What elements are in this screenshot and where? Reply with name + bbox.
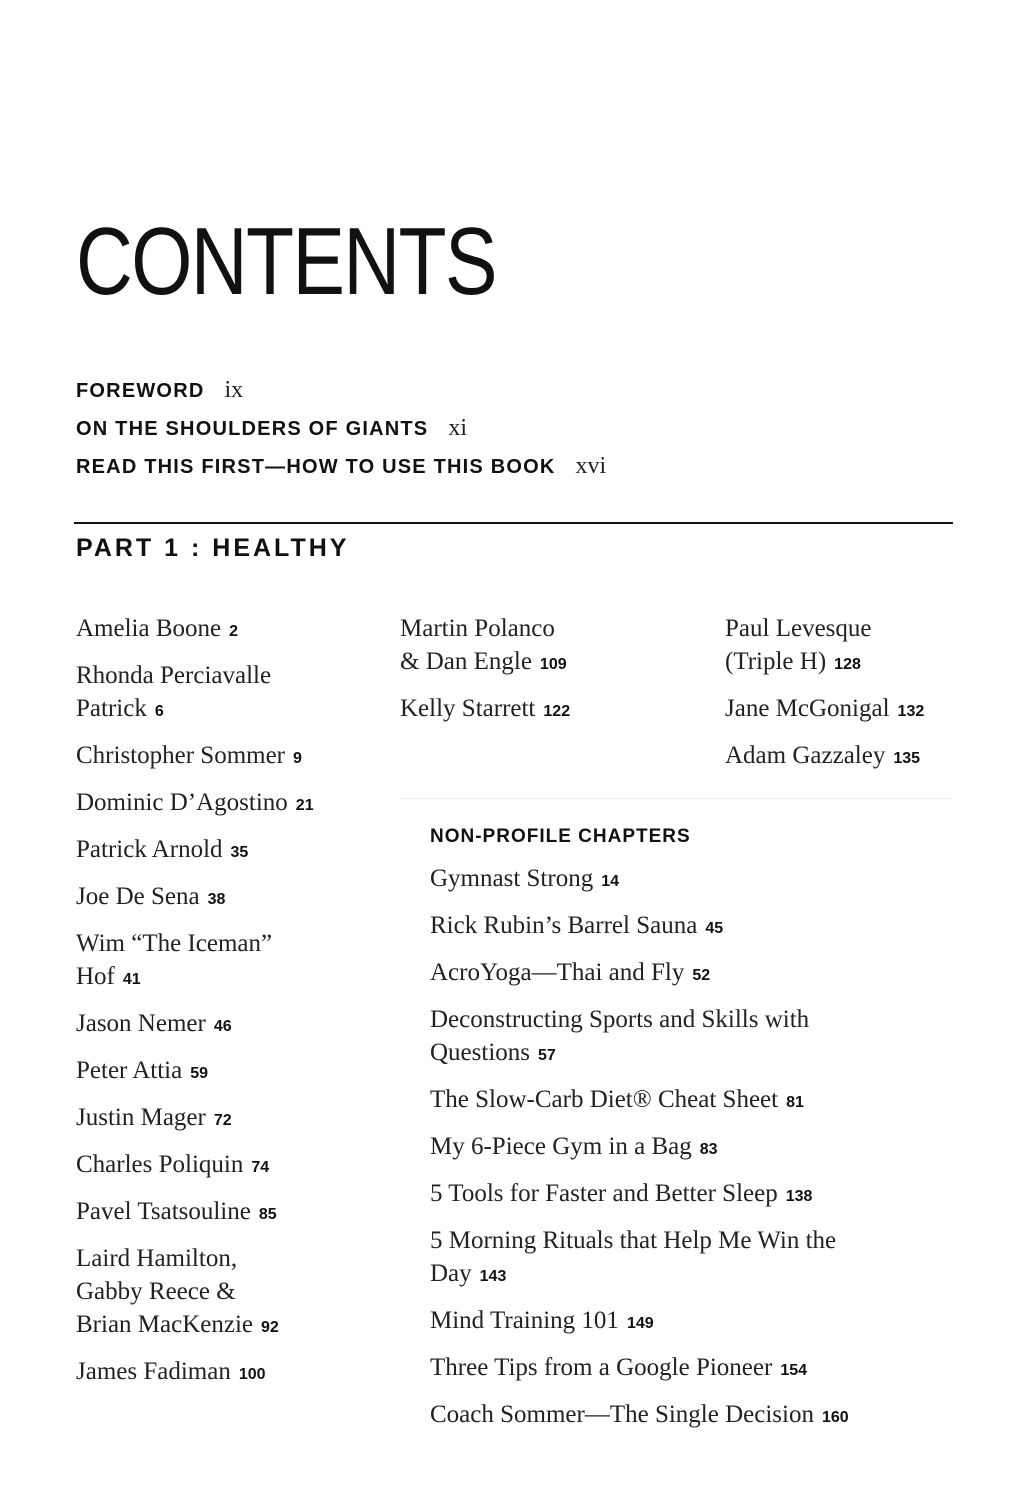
front-matter-label: FOREWORD [76,380,205,402]
toc-entry-title: Hof [76,963,115,990]
toc-entry-title: Gymnast Strong [430,865,594,892]
toc-entry-title: Paul Levesque [725,615,872,642]
toc-entry-title: & Dan Engle [400,648,532,675]
toc-entry-page: 100 [238,1366,266,1383]
toc-entry-title: Peter Attia [76,1057,183,1084]
toc-entry[interactable] [76,1101,376,1137]
toc-entry-page: 160 [821,1409,849,1426]
toc-entry-title: Adam Gazzaley [725,742,886,769]
part-divider [74,522,953,524]
toc-entry-page: 46 [213,1018,232,1035]
toc-entry-title: Mind Training 101 [430,1307,619,1334]
toc-entry-page: 41 [122,971,141,988]
toc-entry[interactable] [430,1130,990,1166]
toc-entry-page: 9 [293,750,302,767]
toc-entry[interactable] [76,1355,376,1391]
toc-entry[interactable] [76,833,376,869]
toc-entry-page: 135 [893,750,921,767]
toc-entry-title: Justin Mager [76,1104,206,1131]
toc-entry[interactable] [76,612,376,648]
toc-entry-title: Brian MacKenzie [76,1311,254,1338]
profile-column-2 [400,612,700,739]
front-matter-label: READ THIS FIRST—HOW TO USE THIS BOOK [76,456,556,478]
toc-entry[interactable] [430,1398,990,1434]
toc-entry[interactable] [76,739,376,775]
non-profile-heading: NON-PROFILE CHAPTERS [430,826,691,847]
toc-entry[interactable] [76,786,376,822]
toc-entry-page: 138 [785,1188,813,1205]
toc-entry-page: 52 [692,967,711,984]
toc-entry[interactable] [400,612,700,681]
toc-entry[interactable] [430,1083,990,1119]
toc-entry-page: 122 [543,703,571,720]
toc-entry-title: Rhonda Perciavalle [76,662,272,689]
toc-entry[interactable] [725,739,995,775]
toc-entry[interactable] [76,1054,376,1090]
toc-entry-page: 38 [207,891,226,908]
toc-entry-title: (Triple H) [725,648,827,675]
toc-entry-title: Rick Rubin’s Barrel Sauna [430,912,698,939]
toc-entry[interactable] [76,1195,376,1231]
toc-entry-page: 72 [213,1112,232,1129]
toc-entry[interactable] [430,1177,990,1213]
toc-entry[interactable] [430,862,990,898]
front-matter-item[interactable] [76,452,606,490]
toc-entry[interactable] [430,1351,990,1387]
toc-entry-title: Jane McGonigal [725,695,890,722]
toc-entry-title: Martin Polanco [400,615,555,642]
toc-entry-title: Gabby Reece & [76,1278,236,1305]
toc-entry-title: Amelia Boone [76,615,222,642]
toc-entry-title: Three Tips from a Google Pioneer [430,1354,773,1381]
toc-entry-title: 5 Tools for Faster and Better Sleep [430,1180,778,1207]
toc-entry-page: 85 [258,1206,277,1223]
toc-entry-page: 83 [699,1141,718,1158]
front-matter-label: ON THE SHOULDERS OF GIANTS [76,418,429,440]
toc-entry-title: AcroYoga—Thai and Fly [430,959,685,986]
toc-entry-page: 143 [479,1268,507,1285]
toc-entry-title: Pavel Tsatsouline [76,1198,251,1225]
toc-entry-title: Questions [430,1039,530,1066]
toc-entry-title: Jason Nemer [76,1010,206,1037]
toc-entry-page: 81 [786,1094,804,1111]
toc-entry-title: 5 Morning Rituals that Help Me Win the [430,1227,837,1254]
toc-entry-page: 154 [780,1362,808,1379]
part-heading: PART 1 : HEALTHY [76,534,350,562]
toc-entry-page: 14 [601,873,619,890]
toc-entry[interactable] [76,1007,376,1043]
toc-entry-title: Dominic D’Agostino [76,789,288,816]
toc-entry-title: The Slow-Carb Diet® Cheat Sheet [430,1086,779,1113]
toc-entry-page: 45 [705,920,724,937]
toc-entry-page: 109 [539,656,567,673]
toc-entry-title: Day [430,1260,472,1287]
toc-entry-page: 149 [626,1315,654,1332]
toc-entry-page: 128 [834,656,861,673]
toc-entry[interactable] [400,692,700,728]
toc-entry-page: 21 [295,797,314,814]
front-matter-page: ix [224,377,244,403]
toc-entry-title: James Fadiman [76,1358,231,1385]
toc-entry-page: 2 [229,623,239,640]
toc-entry-title: Joe De Sena [76,883,200,910]
section-divider [400,798,953,799]
toc-entry[interactable] [76,880,376,916]
toc-entry-title: My 6-Piece Gym in a Bag [430,1133,692,1160]
toc-entry-title: Coach Sommer—The Single Decision [430,1401,814,1428]
toc-entry[interactable] [430,1304,990,1340]
toc-entry-title: Charles Poliquin [76,1151,244,1178]
page-title: CONTENTS [76,208,496,315]
front-matter-item[interactable] [76,414,606,452]
profile-column-3 [725,612,995,786]
toc-entry-page: 57 [538,1047,556,1064]
toc-entry-page: 59 [190,1065,209,1082]
toc-entry-page: 74 [251,1159,270,1176]
toc-entry-title: Wim “The Iceman” [76,930,273,957]
toc-entry-page: 35 [230,844,249,861]
non-profile-list [430,862,990,1434]
toc-entry[interactable] [430,909,990,945]
toc-entry-title: Kelly Starrett [400,695,536,722]
front-matter-page: xvi [575,453,607,479]
toc-entry[interactable] [76,1148,376,1184]
toc-entry[interactable] [430,956,990,992]
toc-entry[interactable] [430,1224,990,1293]
toc-entry[interactable] [725,692,995,728]
toc-entry-title: Deconstructing Sports and Skills with [430,1006,810,1033]
toc-entry-title: Patrick Arnold [76,836,223,863]
non-profile-section [430,822,990,1445]
front-matter-page: xi [448,415,467,441]
toc-entry-title: Laird Hamilton, [76,1245,238,1272]
toc-entry-page: 6 [154,703,164,720]
toc-entry-title: Patrick [76,695,147,722]
toc-entry-page: 132 [897,703,925,720]
toc-entry-page: 92 [261,1319,279,1336]
toc-entry[interactable] [76,659,376,728]
toc-entry[interactable] [430,1003,990,1072]
front-matter-item[interactable] [76,376,606,414]
toc-entry[interactable] [76,927,376,996]
front-matter-list [76,376,606,490]
toc-entry[interactable] [725,612,995,681]
toc-entry[interactable] [76,1242,376,1344]
toc-entry-title: Christopher Sommer [76,742,286,769]
profile-column-1 [76,612,376,1402]
